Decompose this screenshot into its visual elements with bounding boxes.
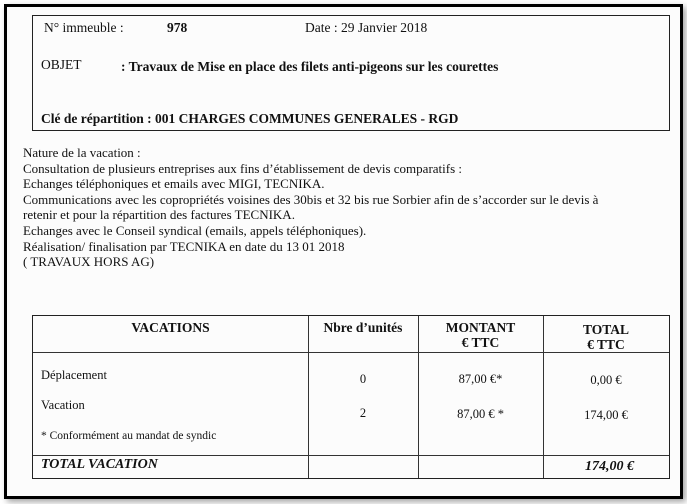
row-divider <box>33 455 669 456</box>
objet-value: : Travaux de Mise en place des filets anti-pigeons sur les courettes <box>121 59 499 74</box>
row-label-deplacement: Déplacement <box>41 368 107 382</box>
row-label-vacation: Vacation <box>41 398 85 412</box>
description-line: ( TRAVAUX HORS AG) <box>23 254 155 270</box>
header-total-unit: € TTC <box>587 337 625 352</box>
objet-label: OBJET <box>41 57 82 72</box>
description-line: Réalisation/ finalisation par TECNIKA en date du 13 01 2018 <box>23 238 345 254</box>
document-page <box>4 4 683 499</box>
description-line: Nature de la vacation : <box>23 145 141 160</box>
description-line: retenir et pour la répartition des factures TECNIKA. <box>23 207 295 223</box>
row-units: 2 <box>359 406 367 420</box>
description-line: Communications avec les copropriétés voisines des 30bis et 32 bis rue Sorbier afin de s’accorder sur le devis à <box>23 191 599 207</box>
header-montant: MONTANT <box>445 320 516 335</box>
header-vacations: VACATIONS <box>131 320 210 335</box>
document-date: Date : 29 Janvier 2018 <box>305 20 428 35</box>
description-line: Consultation de plusieurs entreprises aux fins d’établissement de devis comparatifs : <box>23 160 463 176</box>
row-total: 174,00 € <box>584 408 628 422</box>
vacations-table <box>32 315 670 479</box>
description-line: Echanges avec le Conseil syndical (emails, appels téléphoniques). <box>23 222 367 238</box>
header-total: TOTAL <box>582 322 630 337</box>
header-units: Nbre d’unités <box>323 320 403 335</box>
cle-repartition: Clé de répartition : 001 CHARGES COMMUNES GENERALES - RGD <box>41 111 459 126</box>
description-line: Echanges téléphoniques et emails avec MIGI, TECNIKA. <box>23 176 325 192</box>
vacation-description <box>23 145 598 270</box>
total-vacation-label: TOTAL VACATION <box>41 457 158 472</box>
column-divider <box>308 316 309 478</box>
footnote: * Conformément au mandat de syndic <box>41 430 217 442</box>
row-total: 0,00 € <box>590 373 622 387</box>
header-montant-unit: € TTC <box>461 335 500 350</box>
row-units: 0 <box>359 372 367 386</box>
immeuble-label: N° immeuble : <box>44 20 124 35</box>
total-vacation-value: 174,00 € <box>585 459 634 474</box>
header-box <box>32 15 670 131</box>
row-montant: 87,00 € * <box>457 407 504 421</box>
row-montant: 87,00 €* <box>458 372 503 386</box>
immeuble-value: 978 <box>167 20 188 35</box>
